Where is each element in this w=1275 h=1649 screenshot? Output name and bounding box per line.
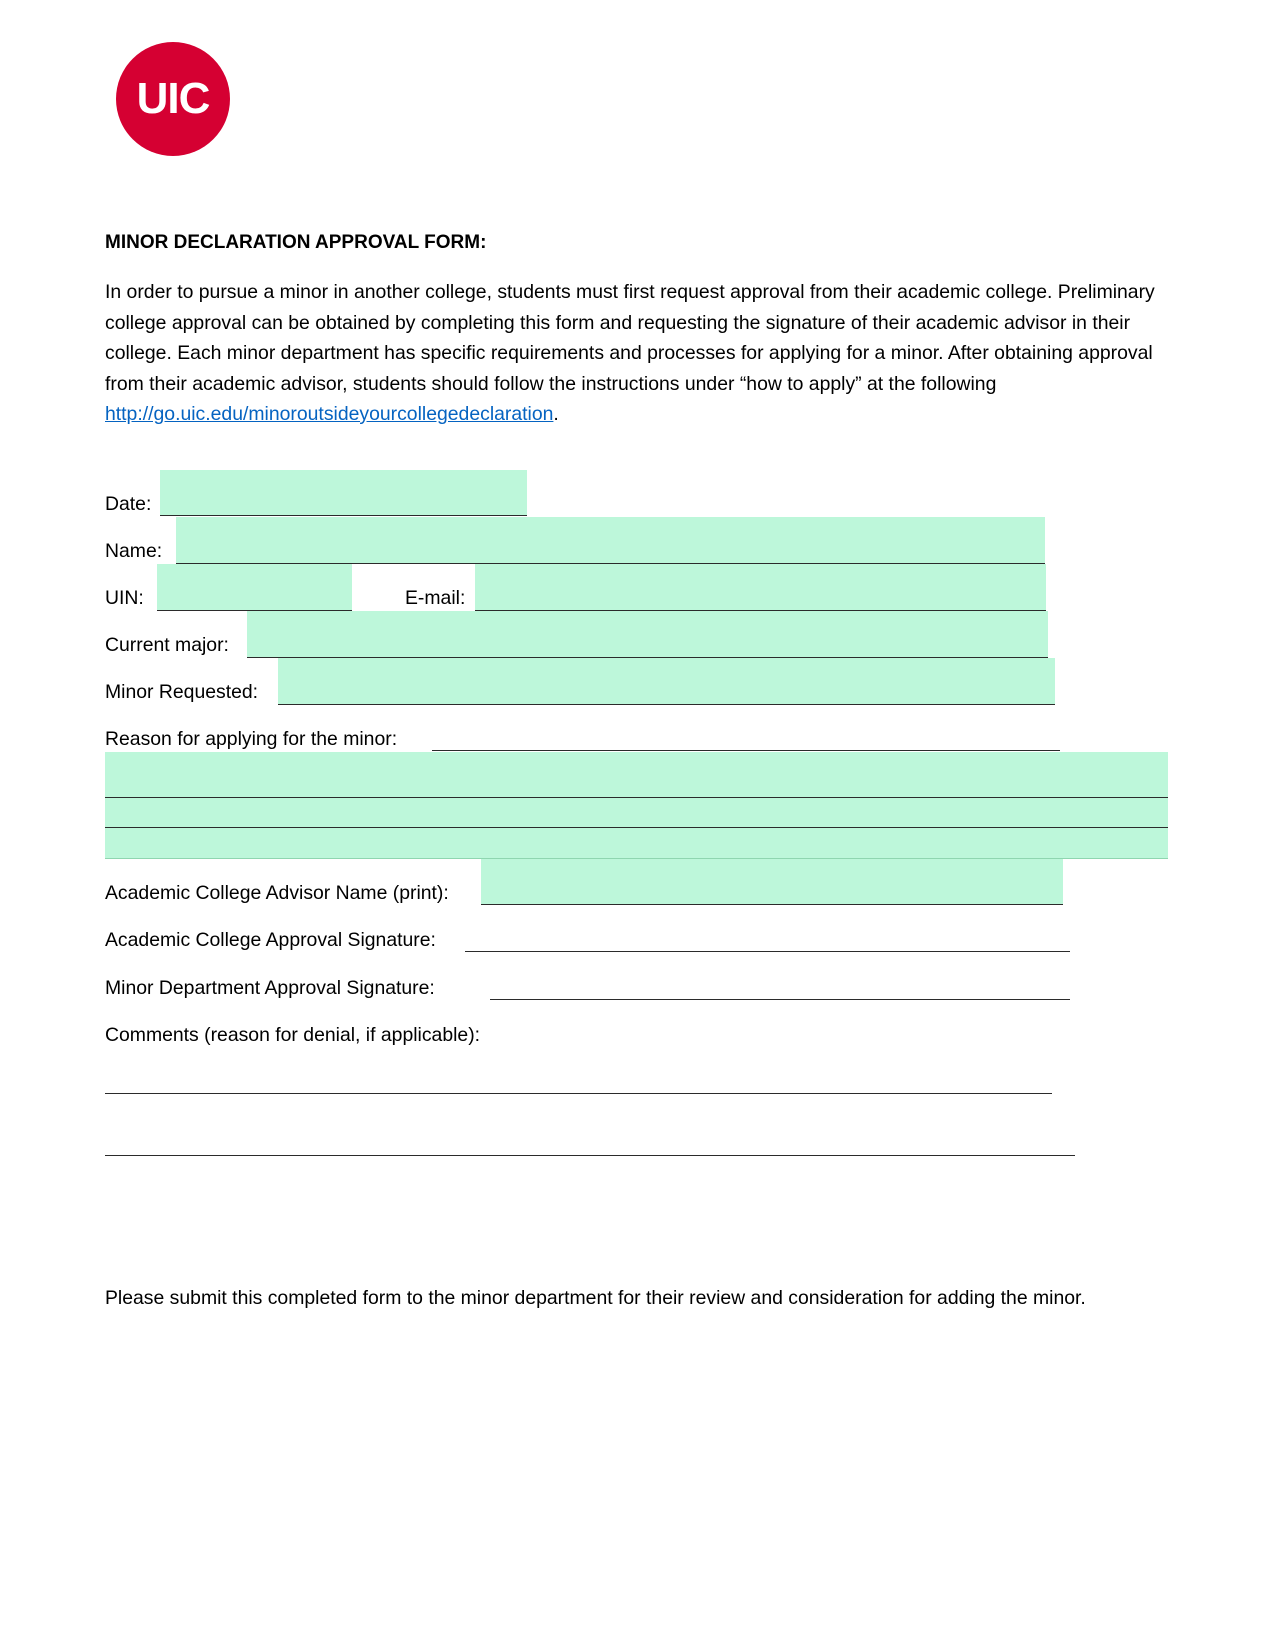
minor-requested-field[interactable] — [278, 658, 1055, 705]
name-field[interactable] — [176, 517, 1045, 564]
email-label: E-mail: — [405, 587, 466, 609]
date-field[interactable] — [160, 470, 527, 516]
reason-line-3-field[interactable] — [105, 828, 1168, 859]
advisor-name-label: Academic College Advisor Name (print): — [105, 882, 449, 904]
uin-label: UIN: — [105, 587, 144, 609]
submission-note: Please submit this completed form to the minor department for their review and consideration for adding the minor. — [105, 1287, 1086, 1309]
intro-text-end: . — [553, 403, 559, 425]
minor-requested-label: Minor Requested: — [105, 681, 259, 703]
department-signature-line[interactable] — [490, 999, 1070, 1000]
intro-text: In order to pursue a minor in another college, students must first request approval from their academic college. Preliminary college approval can be obtained by completing this form and requesting the signature of their academic advisor in their college. Each minor department has specific requirements and processes for applying for a minor. After obtaining approval from their academic advisor, students should follow the instructions under “how to apply” at the following — [105, 281, 1155, 395]
comments-label: Comments (reason for denial, if applicable): — [105, 1024, 481, 1046]
reason-line-1-field[interactable] — [105, 752, 1168, 798]
department-signature-label: Minor Department Approval Signature: — [105, 977, 435, 999]
advisor-name-field[interactable] — [481, 859, 1063, 905]
email-field[interactable] — [475, 564, 1046, 611]
date-label: Date: — [105, 493, 152, 515]
college-signature-line[interactable] — [465, 951, 1070, 952]
uic-logo — [116, 42, 230, 156]
reason-label: Reason for applying for the minor: — [105, 728, 398, 750]
current-major-field[interactable] — [247, 611, 1048, 658]
form-title: MINOR DECLARATION APPROVAL FORM: — [105, 232, 487, 253]
uin-field[interactable] — [157, 564, 352, 611]
intro-paragraph — [105, 277, 1175, 430]
uic-logo-text: UIC — [136, 74, 210, 123]
reason-line-2-field[interactable] — [105, 798, 1168, 828]
minor-declaration-link[interactable]: http://go.uic.edu/minoroutsideyourcollegedeclaration — [105, 403, 554, 425]
reason-underline — [432, 750, 1060, 751]
name-label: Name: — [105, 540, 163, 562]
college-signature-label: Academic College Approval Signature: — [105, 929, 436, 951]
current-major-label: Current major: — [105, 634, 229, 656]
comments-line-1[interactable] — [105, 1093, 1052, 1094]
comments-line-2[interactable] — [105, 1155, 1075, 1156]
